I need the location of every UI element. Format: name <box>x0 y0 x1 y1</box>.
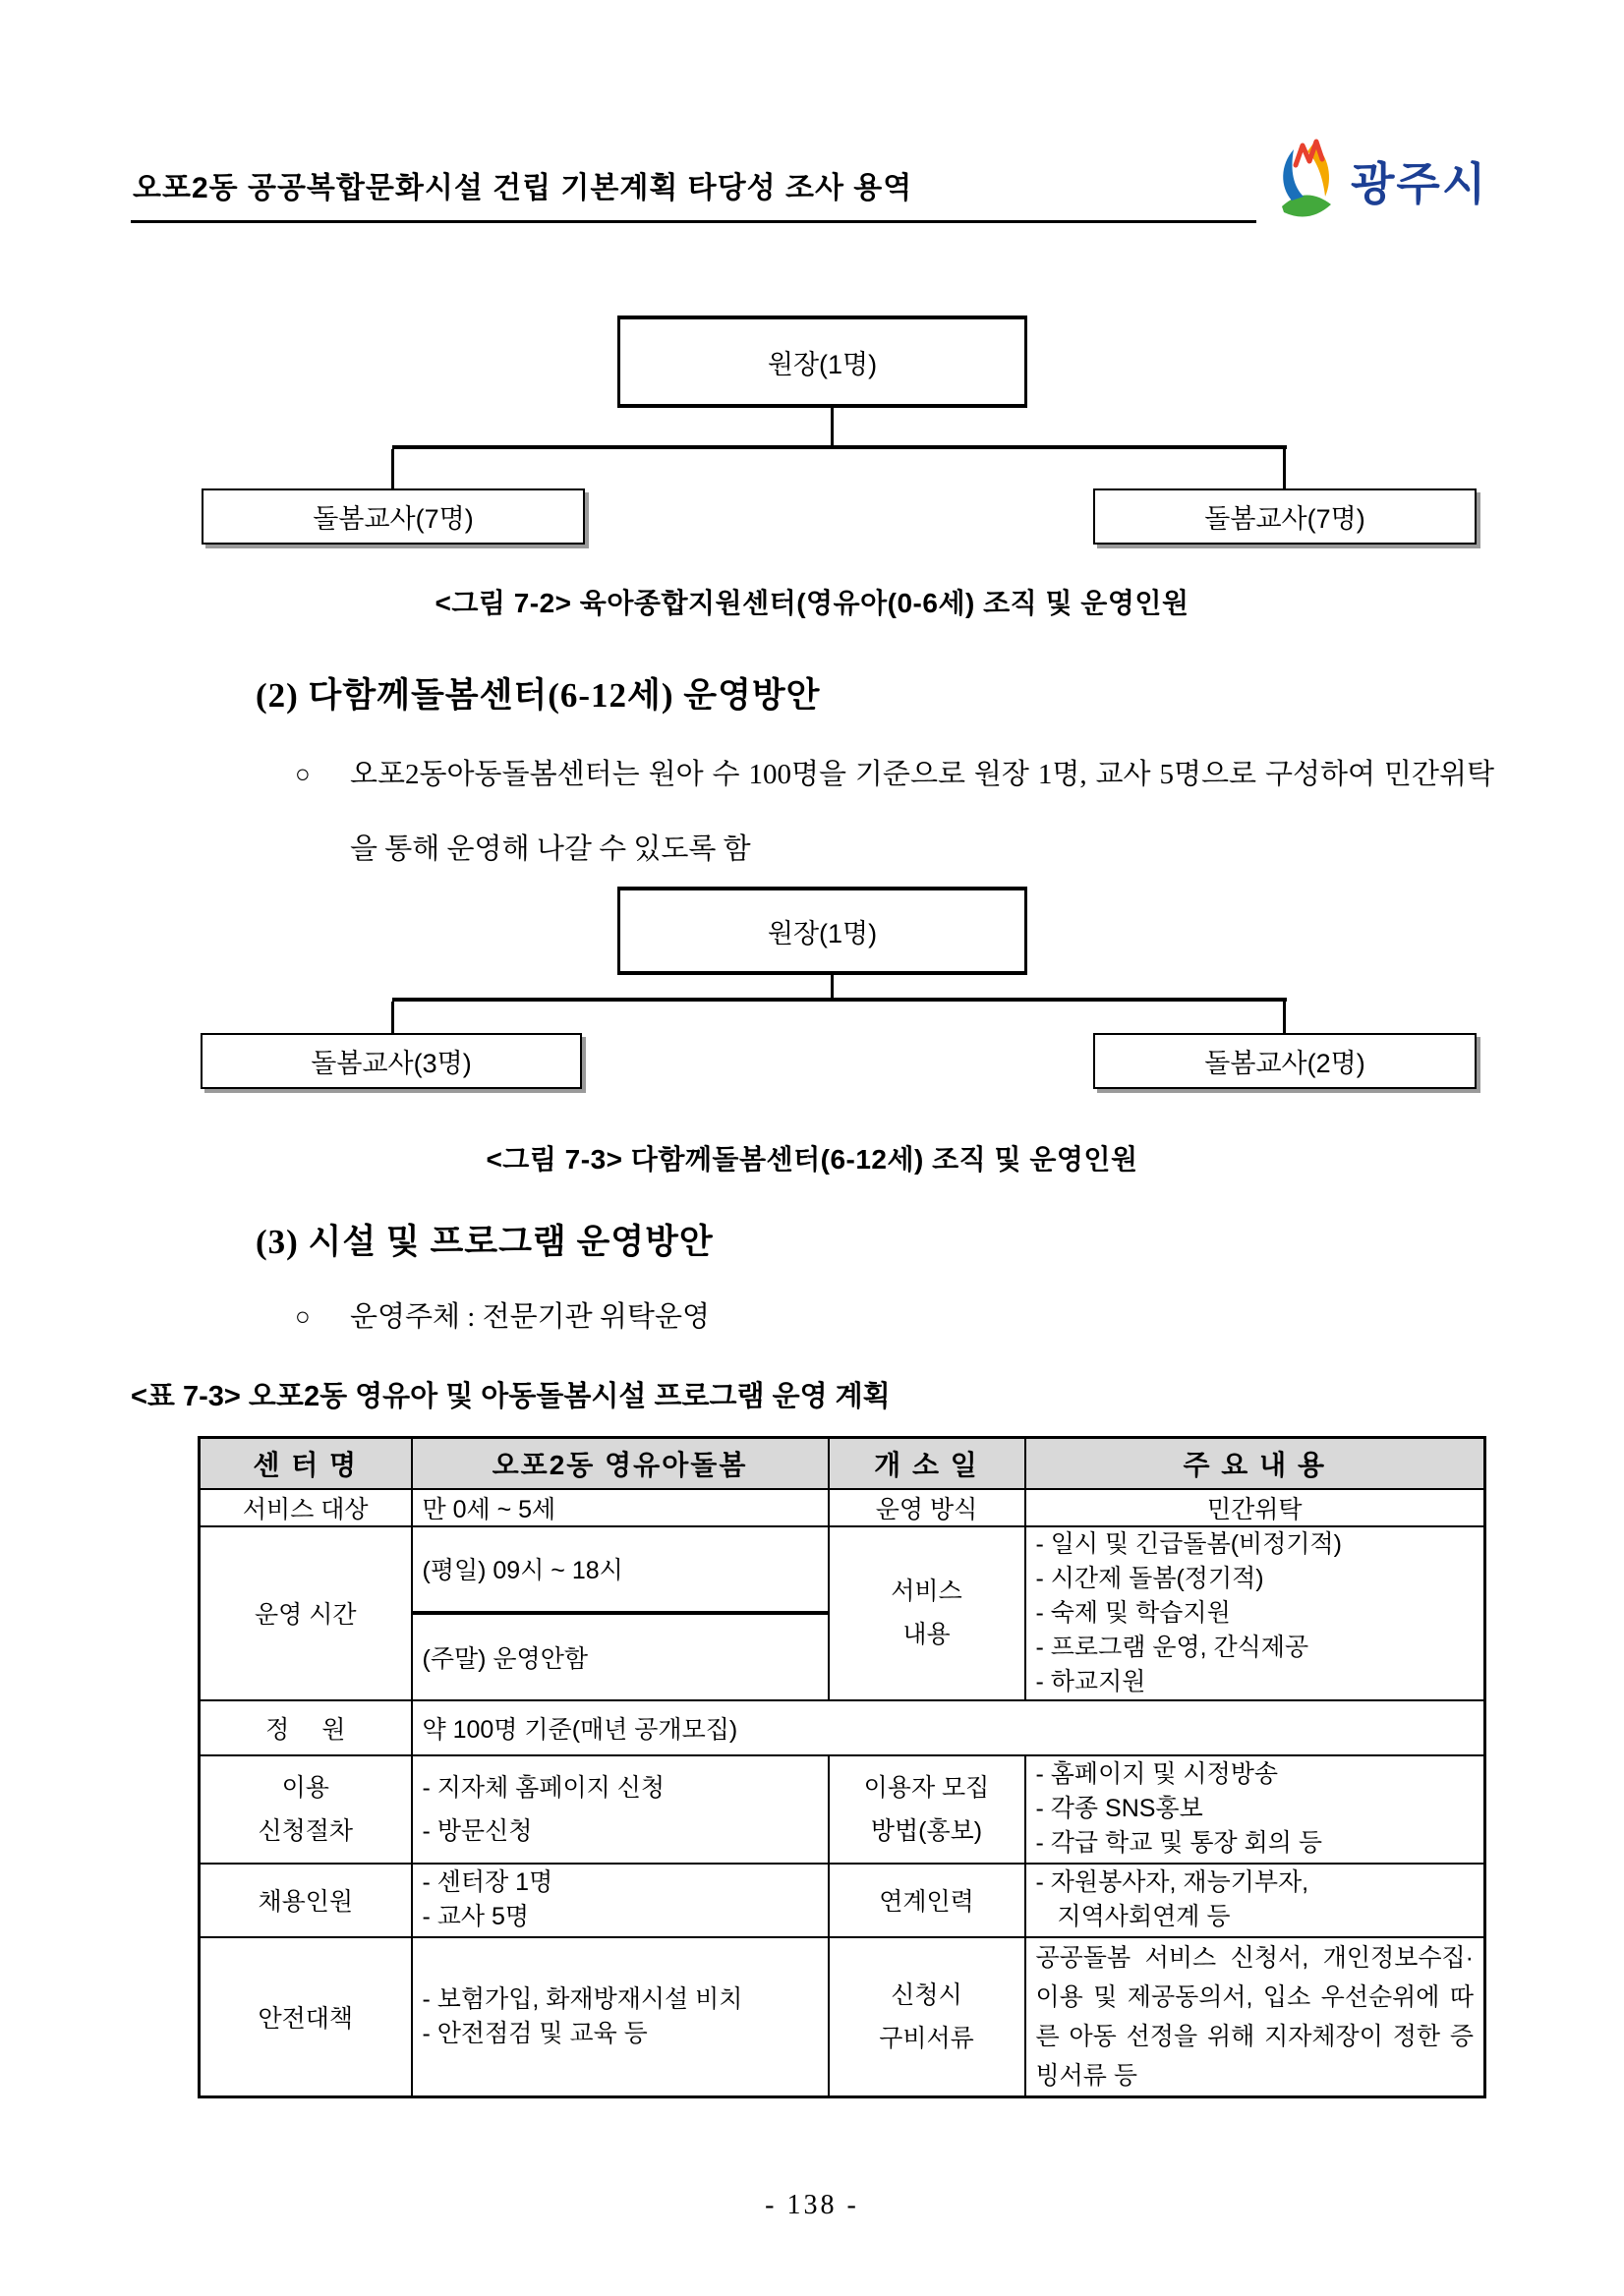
table-row <box>200 1526 1485 1614</box>
table-row <box>200 1864 1485 1937</box>
org-chart1-right-box: 돌봄교사(7명) <box>1093 488 1477 545</box>
cell-operation-type-label: 운영 방식 <box>829 1489 1025 1526</box>
cell-linked-staff-label: 연계인력 <box>829 1864 1025 1937</box>
header-center-name: 센 터 명 <box>200 1438 412 1489</box>
table-title: <표 7-3> 오포2동 영유아 및 아동돌봄시설 프로그램 운영 계획 <box>131 1381 891 1412</box>
gwangju-city-logo <box>1270 136 1487 226</box>
header-opo2dong-care: 오포2동 영유아돌봄 <box>412 1438 829 1489</box>
table-row <box>200 1489 1485 1526</box>
cell-service-content-label: 서비스 내용 <box>829 1526 1025 1700</box>
org-chart1-left-box: 돌봄교사(7명) <box>202 488 585 545</box>
section3-heading: (3) 시설 및 프로그램 운영방안 <box>256 1223 714 1261</box>
gwangju-city-logo-text: 광주시 <box>1351 158 1488 209</box>
header-divider <box>131 220 1256 223</box>
page-header-title: 오포2동 공공복합문화시설 건립 기본계획 타당성 조사 용역 <box>133 172 913 204</box>
cell-safety-label: 안전대책 <box>200 1937 412 2097</box>
figure1-caption: <그림 7-2> 육아종합지원센터(영유아(0-6세) 조직 및 운영인원 <box>435 588 1189 618</box>
cell-hiring-label: 채용인원 <box>200 1864 412 1937</box>
table-row <box>200 1700 1485 1755</box>
section3-bullet <box>295 1280 1494 1354</box>
org-chart1-left-drop <box>391 449 394 488</box>
cell-application-label: 이용 신청절차 <box>200 1755 412 1864</box>
cell-documents-text: 공공돌봄 서비스 신청서, 개인정보수집·이용 및 제공동의서, 입소 우선순위에 따른 아동 선정을 위해 지자체장이 정한 증빙서류 등 <box>1025 1937 1485 2097</box>
org-chart2-root-connector <box>831 975 834 998</box>
program-plan-table <box>198 1436 1486 2098</box>
circle-bullet-marker: ○ <box>295 760 311 788</box>
gwangju-city-emblem-icon <box>1270 136 1341 226</box>
cell-hours-weekday: (평일) 09시 ~ 18시 <box>412 1526 829 1614</box>
cell-documents-label: 신청시 구비서류 <box>829 1937 1025 2097</box>
cell-application-list: - 지자체 홈페이지 신청 - 방문신청 <box>412 1755 829 1864</box>
cell-operation-type-value: 민간위탁 <box>1025 1489 1485 1526</box>
org-chart2-left-drop <box>391 1002 394 1033</box>
section3-bullet-text: 운영주체 : 전문기관 위탁운영 <box>350 1301 710 1333</box>
section2-heading: (2) 다함께돌봄센터(6-12세) 운영방안 <box>256 676 821 715</box>
header-opening-date: 개 소 일 <box>829 1438 1025 1489</box>
page-number: - 138 - <box>765 2190 859 2220</box>
org-chart1-root-box: 원장(1명) <box>617 316 1027 408</box>
cell-hiring-list: - 센터장 1명 - 교사 5명 <box>412 1864 829 1937</box>
org-chart2-horizontal-connector <box>392 998 1287 1002</box>
cell-capacity-label: 정 원 <box>200 1700 412 1755</box>
cell-capacity-value: 약 100명 기준(매년 공개모집) <box>412 1700 1485 1755</box>
org-chart2-right-box: 돌봄교사(2명) <box>1093 1033 1477 1089</box>
figure2-caption: <그림 7-3> 다함께돌봄센터(6-12세) 조직 및 운영인원 <box>486 1144 1138 1175</box>
org-chart2-left-box: 돌봄교사(3명) <box>201 1033 582 1089</box>
org-chart1-right-drop <box>1283 449 1286 488</box>
cell-recruitment-list: - 홈페이지 및 시정방송 - 각종 SNS홍보 - 각급 학교 및 통장 회의 등 <box>1025 1755 1485 1864</box>
table-row <box>200 1937 1485 2097</box>
org-chart1-root-connector <box>831 408 834 445</box>
cell-hours-label: 운영 시간 <box>200 1526 412 1700</box>
circle-bullet-marker: ○ <box>295 1302 311 1331</box>
org-chart2-right-drop <box>1283 1002 1286 1033</box>
cell-service-target-label: 서비스 대상 <box>200 1489 412 1526</box>
cell-hours-weekend: (주말) 운영안함 <box>412 1613 829 1700</box>
cell-service-target-value: 만 0세 ~ 5세 <box>412 1489 829 1526</box>
org-chart1-horizontal-connector <box>392 445 1287 449</box>
org-chart2-root-box: 원장(1명) <box>617 887 1027 975</box>
cell-recruitment-label: 이용자 모집 방법(홍보) <box>829 1755 1025 1864</box>
cell-linked-staff-list: - 자원봉사자, 재능기부자, 지역사회연계 등 <box>1025 1864 1485 1937</box>
section2-bullet-text: 오포2동아동돌봄센터는 원아 수 100명을 기준으로 원장 1명, 교사 5명으로 구성하여 민간위탁을 통해 운영해 나갈 수 있도록 함 <box>350 759 1494 865</box>
table-row <box>200 1755 1485 1864</box>
table-header-row <box>200 1438 1485 1489</box>
section2-bullet <box>295 737 1494 887</box>
header-main-content: 주 요 내 용 <box>1025 1438 1485 1489</box>
cell-service-content-list: - 일시 및 긴급돌봄(비정기적) - 시간제 돌봄(정기적) - 숙제 및 학습지원 - 프로그램 운영, 간식제공 - 하교지원 <box>1025 1526 1485 1700</box>
cell-safety-list: - 보험가입, 화재방재시설 비치 - 안전점검 및 교육 등 <box>412 1937 829 2097</box>
